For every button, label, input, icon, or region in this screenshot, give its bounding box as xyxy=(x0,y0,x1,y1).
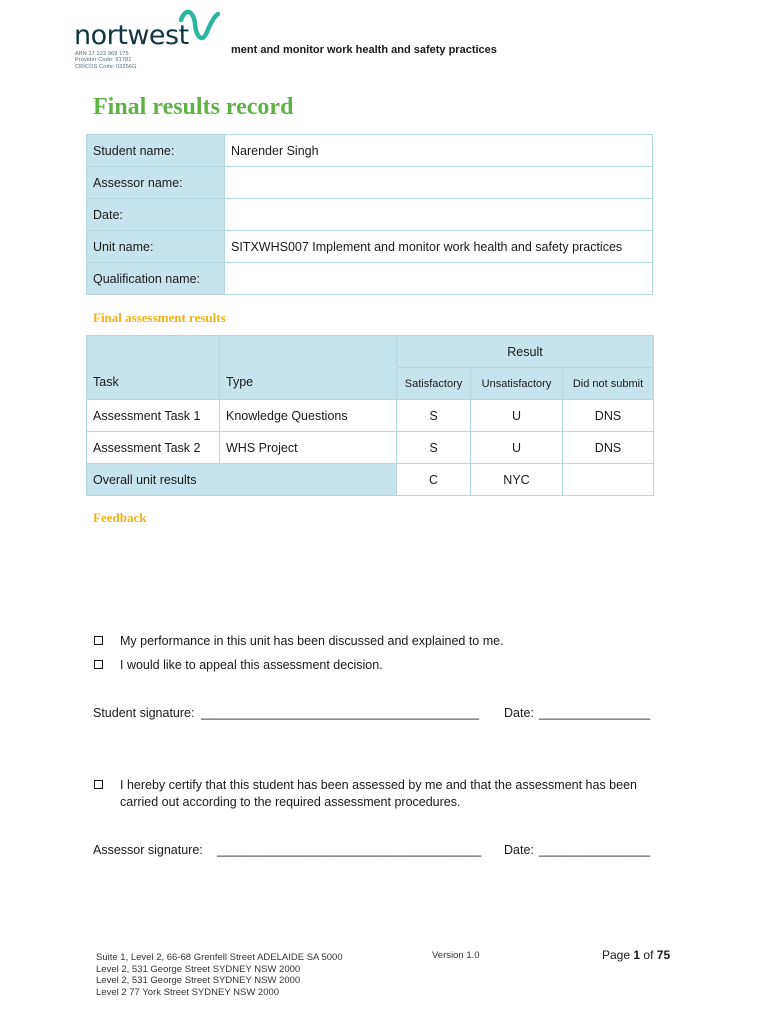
overall-empty-cell xyxy=(563,464,654,496)
table-row xyxy=(87,432,654,464)
task-cell: Assessment Task 1 xyxy=(87,400,220,432)
date-value[interactable] xyxy=(225,199,653,231)
dns-cell[interactable]: DNS xyxy=(563,400,654,432)
page-title: Final results record xyxy=(93,94,294,120)
dns-cell[interactable]: DNS xyxy=(563,432,654,464)
nortwest-logo xyxy=(74,8,224,74)
table-row xyxy=(87,135,653,167)
table-row xyxy=(87,167,653,199)
unit-name-label: Unit name: xyxy=(87,231,225,263)
col-type-header: Type xyxy=(220,336,397,400)
student-name-value[interactable]: Narender Singh xyxy=(225,135,653,167)
date-label: Date: xyxy=(87,199,225,231)
logo-wordmark: nortwest xyxy=(74,20,189,51)
student-date-line[interactable]: ________________ xyxy=(539,706,651,720)
unsatisfactory-cell[interactable]: U xyxy=(471,400,563,432)
table-row xyxy=(87,464,654,496)
logo-wave-icon xyxy=(178,8,220,48)
discussed-label: My performance in this unit has been discussed and explained to me. xyxy=(120,634,504,648)
qualification-label: Qualification name: xyxy=(87,263,225,295)
student-signature-label: Student signature: xyxy=(93,706,195,720)
col-satisfactory-header: Satisfactory xyxy=(397,368,471,400)
student-info-table xyxy=(86,134,653,295)
overall-nyc-cell[interactable]: NYC xyxy=(471,464,563,496)
assessor-signature-line[interactable]: ______________________________________ xyxy=(217,843,482,857)
col-dns-header: Did not submit xyxy=(563,368,654,400)
assessor-signature-label: Assessor signature: xyxy=(93,843,203,857)
footer-version: Version 1.0 xyxy=(432,950,480,961)
col-task-header: Task xyxy=(87,336,220,400)
header-title: ment and monitor work health and safety practices xyxy=(231,44,497,56)
certify-label: I hereby certify that this student has been assessed by me and that the assessment has been carried out according to the required assessment procedures. xyxy=(120,778,637,809)
section-heading-results: Final assessment results xyxy=(93,310,226,325)
col-unsatisfactory-header: Unsatisfactory xyxy=(471,368,563,400)
overall-results-label: Overall unit results xyxy=(87,464,397,496)
type-cell: Knowledge Questions xyxy=(220,400,397,432)
results-table xyxy=(86,335,654,496)
checkbox-appeal[interactable] xyxy=(94,660,103,669)
table-row xyxy=(87,199,653,231)
assessor-date-label: Date: xyxy=(504,843,534,857)
footer-address: Suite 1, Level 2, 66-68 Grenfell Street ADELAIDE SA 5000 Level 2, 531 George Street SYDNEY NSW 2000 Level 2, 531 George Street SYDNEY NSW 2000 Level 2 77 York Street SYDNEY NSW 2000 xyxy=(96,952,343,998)
table-row xyxy=(87,231,653,263)
checkbox-certify[interactable] xyxy=(94,780,103,789)
qualification-value[interactable] xyxy=(225,263,653,295)
page-number: Page 1 of 75 xyxy=(602,948,671,962)
assessor-name-label: Assessor name: xyxy=(87,167,225,199)
student-date-label: Date: xyxy=(504,706,534,720)
task-cell: Assessment Task 2 xyxy=(87,432,220,464)
satisfactory-cell[interactable]: S xyxy=(397,400,471,432)
assessor-name-value[interactable] xyxy=(225,167,653,199)
appeal-label: I would like to appeal this assessment decision. xyxy=(120,658,383,672)
checkbox-discussed[interactable] xyxy=(94,636,103,645)
student-signature-line[interactable]: ________________________________________ xyxy=(201,706,480,720)
satisfactory-cell[interactable]: S xyxy=(397,432,471,464)
col-result-header: Result xyxy=(397,336,654,368)
unsatisfactory-cell[interactable]: U xyxy=(471,432,563,464)
assessor-date-line[interactable]: ________________ xyxy=(539,843,651,857)
table-header-row xyxy=(87,336,654,368)
table-row xyxy=(87,263,653,295)
logo-registration: ABN 17 123 969 175 Provider Code: 91781 CRICOS Code: 03256G xyxy=(75,51,137,70)
type-cell: WHS Project xyxy=(220,432,397,464)
overall-competent-cell[interactable]: C xyxy=(397,464,471,496)
table-row xyxy=(87,400,654,432)
student-name-label: Student name: xyxy=(87,135,225,167)
section-heading-feedback: Feedback xyxy=(93,510,147,525)
unit-name-value[interactable]: SITXWHS007 Implement and monitor work health and safety practices xyxy=(225,231,653,263)
